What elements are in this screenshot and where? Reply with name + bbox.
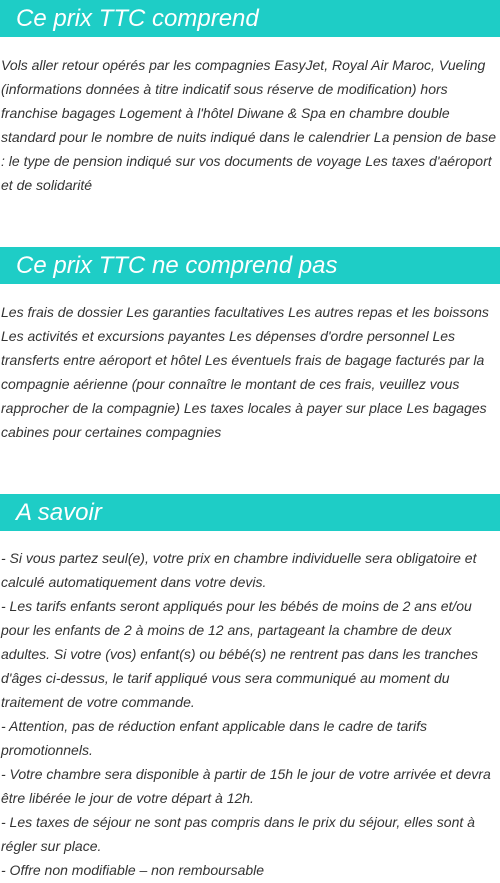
section-included bbox=[0, 0, 500, 197]
section-title: Ce prix TTC ne comprend pas bbox=[0, 247, 500, 284]
section-not-included bbox=[0, 247, 500, 444]
section-to-know bbox=[0, 494, 500, 882]
section-title: A savoir bbox=[0, 494, 500, 531]
section-text: Vols aller retour opérés par les compagnies EasyJet, Royal Air Maroc, Vueling (informations données à titre indicatif sous réserve de modification) hors franchise bagages Logement à l'hôtel Diwane & Spa en chambre double standard pour le nombre de nuits indiqué dans le calendrier La pension de base : le type de pension indiqué sur vos documents de voyage Les taxes d'aéroport et de solidarité bbox=[1, 57, 497, 193]
section-title: Ce prix TTC comprend bbox=[0, 0, 500, 37]
section-text: Les frais de dossier Les garanties facultatives Les autres repas et les boissons Les activités et excursions payantes Les dépenses d'ordre personnel Les transferts entre aéroport et hôtel Les éventuels frais de bagage facturés par la compagnie aérienne (pour connaître le montant de ces frais, veuillez vous rapprocher de la compagnie) Les taxes locales à payer sur place Les bagages cabines pour certaines compagnies bbox=[1, 304, 489, 440]
section-text: - Si vous partez seul(e), votre prix en chambre individuelle sera obligatoire et calculé automatiquement dans votre devis. - Les tarifs enfants seront appliqués pour les bébés de moins de 2 ans et/ou pour les enfants de 2 à moins de 12 ans, partageant la chambre de deux adultes. Si votre (vos) enfant(s) ou bébé(s) ne rentrent pas dans les tranches d'âges ci-dessus, le tarif appliqué vous sera communiqué au moment du traitement de votre commande. - Attention, pas de réduction enfant applicable dans le cadre de tarifs promotionnels. - Votre chambre sera disponible à partir de 15h le jour de votre arrivée et devra être libérée le jour de votre départ à 12h. - Les taxes de séjour ne sont pas compris dans le prix du séjour, elles sont à régler sur place. - Offre non modifiable – non remboursable bbox=[1, 550, 491, 878]
